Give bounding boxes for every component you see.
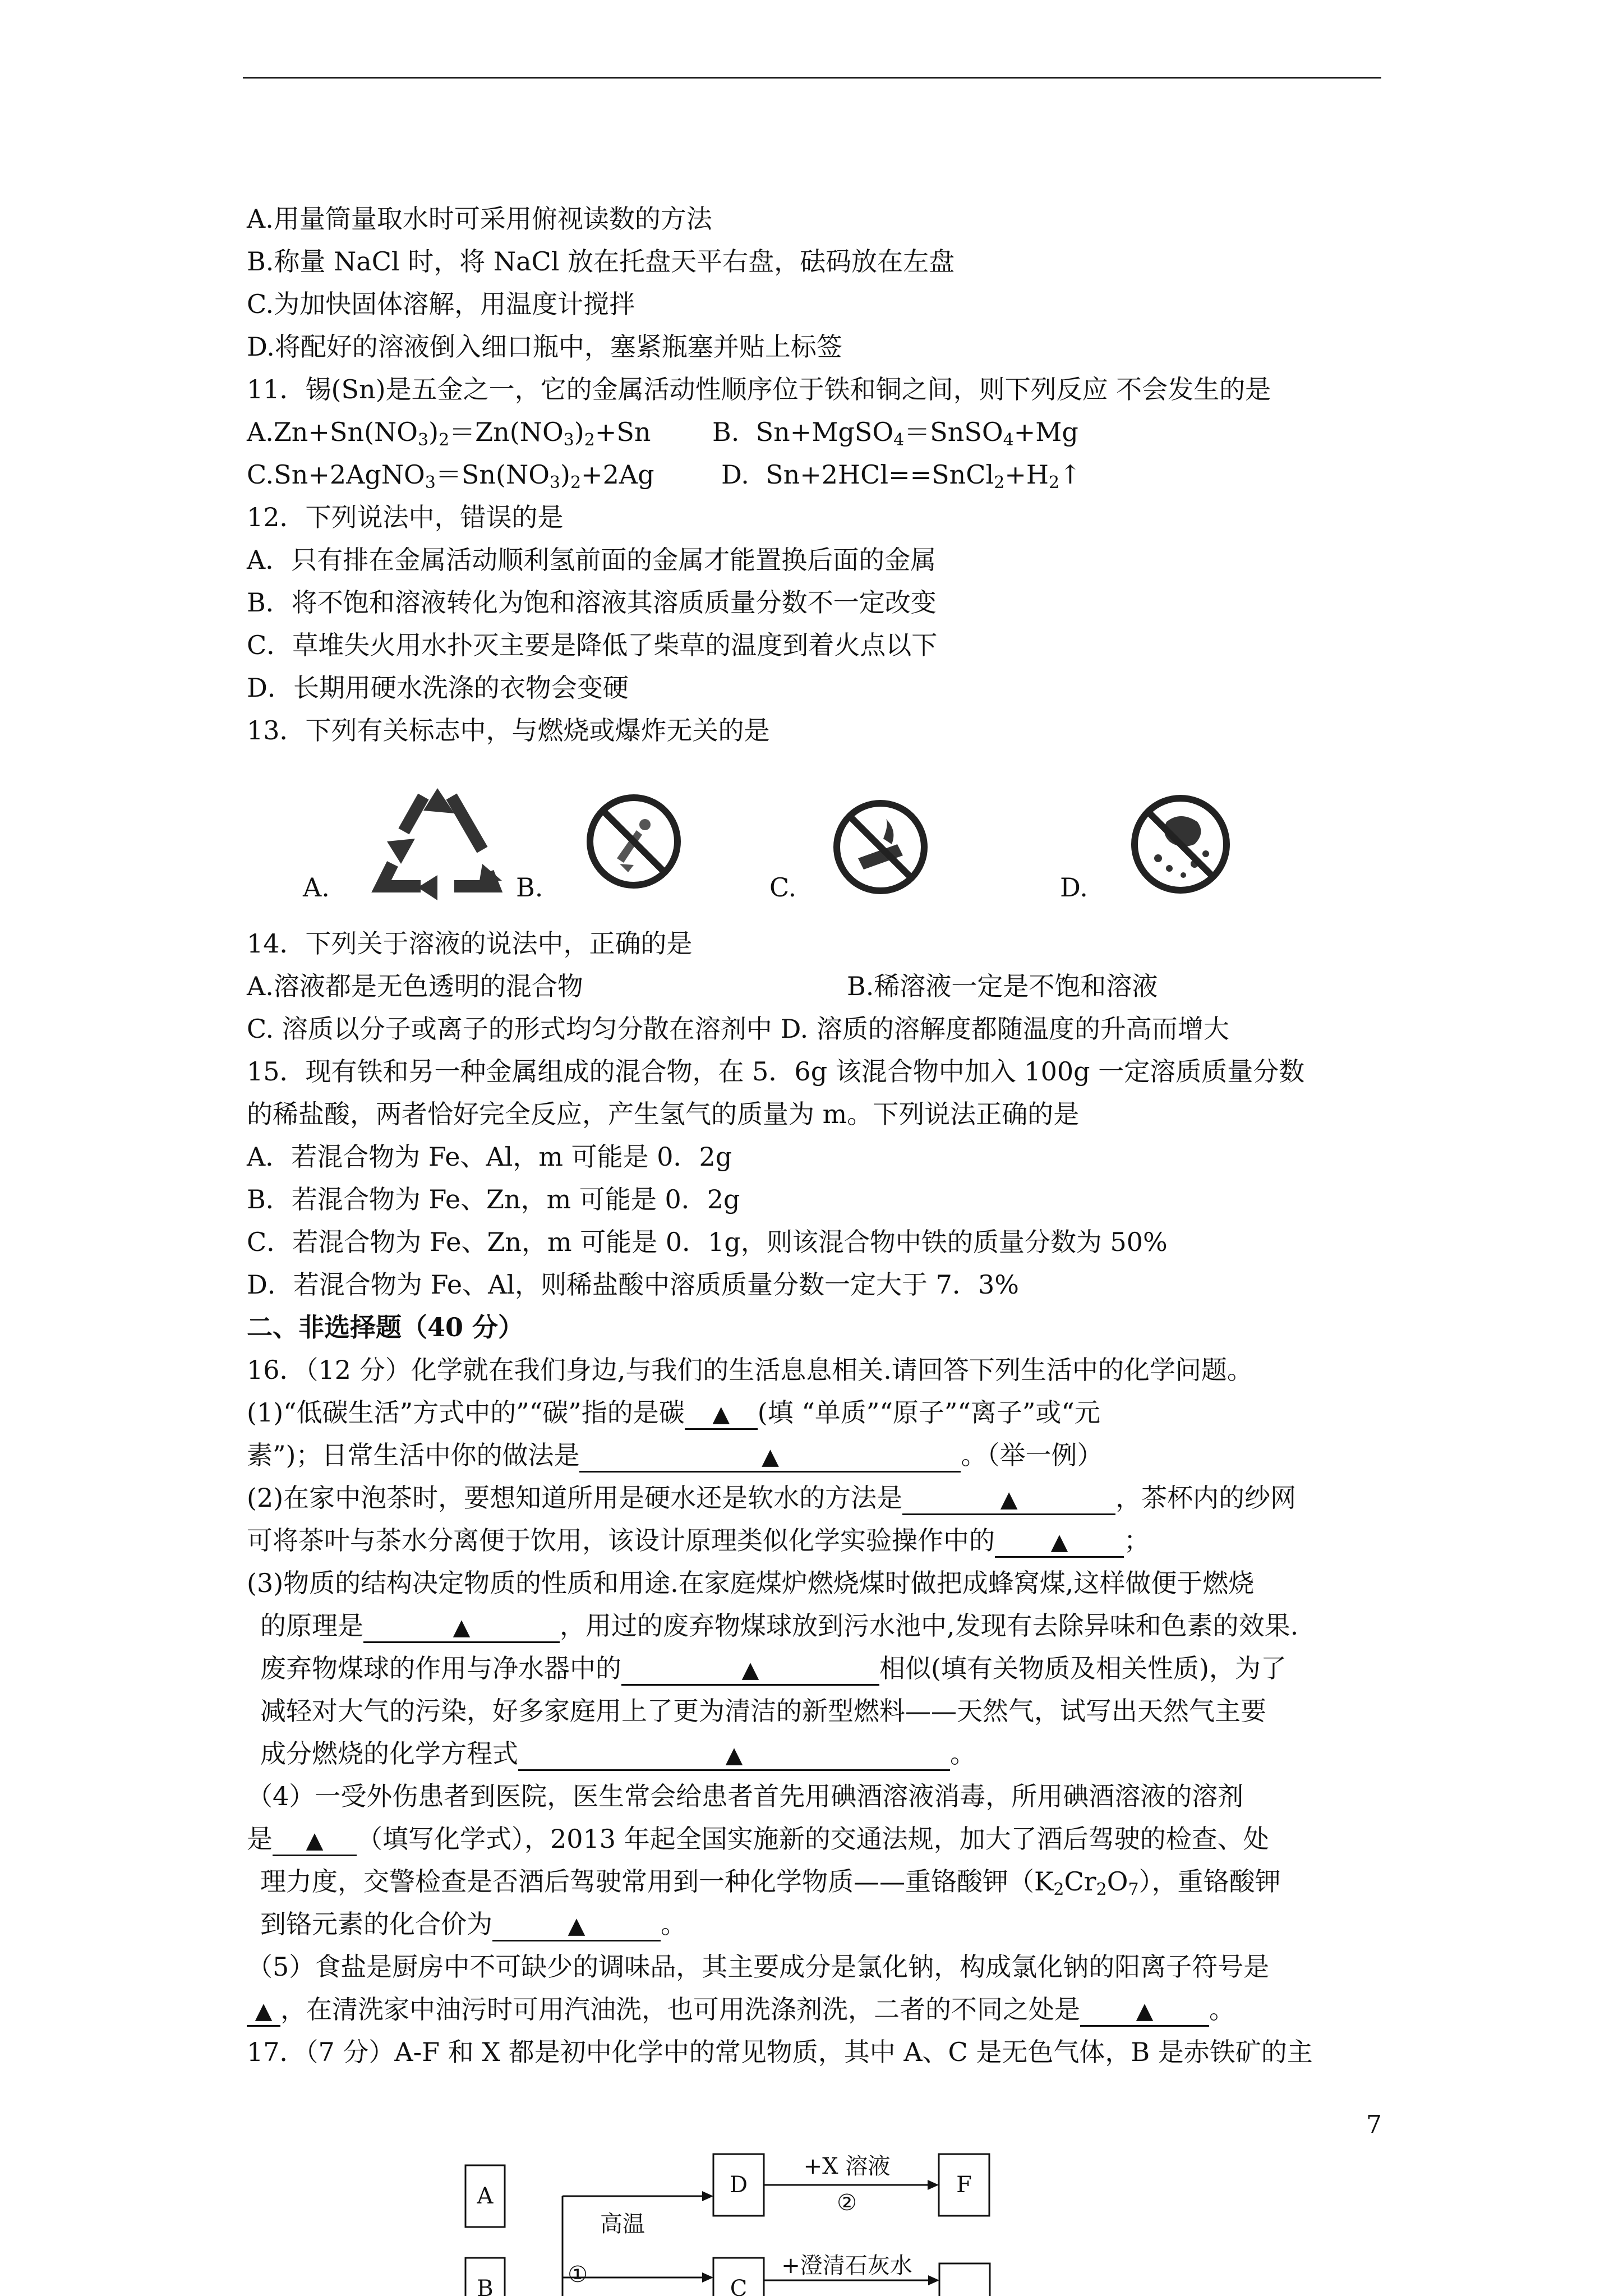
diagram-label-a: A — [477, 2183, 494, 2209]
diagram-step-2: ② — [837, 2190, 857, 2216]
no-fireworks-icon — [583, 791, 684, 892]
q16-part4-line3: 理力度，交警检查是否酒后驾驶常用到一种化学物质——重铬酸钾$(K_2Cr_2O_7)$，重铬酸钾 — [260, 1866, 1281, 1899]
answer-blank[interactable]: ▲ — [1080, 1995, 1209, 2027]
q15-option-a: A．若混合物为 Fe、Al，m 可能是 0．2g — [247, 1142, 732, 1172]
diagram-step-1: ① — [568, 2262, 588, 2288]
q10-option-c: C.为加快固体溶解，用温度计搅拌 — [247, 289, 635, 319]
q16-part5-line2: ▲ ，在清洗家中油污时可用汽油洗，也可用洗涤剂洗，二者的不同之处是 ▲ 。 — [247, 1993, 1235, 2027]
answer-blank[interactable]: ▲ — [902, 1484, 1115, 1515]
q16-part3-line1: (3)物质的结构决定物质的性质和用途.在家庭煤炉燃烧煤时做把成蜂窝煤,这样做便于燃烧 — [247, 1568, 1255, 1598]
q16-part4-line2: 是 ▲ （填写化学式），2013 年起全国实施新的交通法规，加大了酒后驾驶的检查、处 — [247, 1822, 1269, 1856]
diagram-label-f: F — [956, 2172, 972, 2198]
q10-option-a: A.用量筒量取水时可采用俯视读数的方法 — [247, 204, 712, 234]
q13-label-c: C. — [769, 872, 797, 903]
answer-blank[interactable]: ▲ — [518, 1740, 950, 1771]
q16-part5-line1: （5）食盐是厨房中不可缺少的调味品，其主要成分是氯化钠，构成氯化钠的阳离子符号是 — [247, 1952, 1270, 1982]
header-rule — [243, 77, 1381, 79]
q16-part4-line1: （4）一受外伤患者到医院，医生常会给患者首先用碘酒溶液消毒，所用碘酒溶液的溶剂 — [247, 1781, 1244, 1811]
q16-part1-line1: (1)“低碳生活”方式中的”“碳”指的是碳 ▲ (填 “单质”“原子”“离子”或“元 — [247, 1396, 1100, 1430]
no-explosives-icon — [1127, 791, 1234, 898]
q14-option-cd — [247, 1012, 1229, 1046]
no-open-flame-icon — [830, 797, 931, 898]
q12-option-b: B．将不饱和溶液转化为饱和溶液其溶质质量分数不一定改变 — [247, 587, 937, 618]
q11-option-a: $A.Zn+Sn(NO_3)_2=Zn(NO_3)_2+Sn$ — [247, 417, 651, 450]
diagram-label-c: C — [730, 2276, 748, 2296]
q11-option-d: D. $Sn+2HCl==SnCl_2+H_2↑$ — [721, 459, 1081, 493]
q10-option-b: B.称量 NaCl 时，将 NaCl 放在托盘天平右盘，砝码放在左盘 — [247, 246, 955, 277]
q13-label-b: B. — [516, 872, 543, 903]
diagram-label-b: B — [477, 2276, 494, 2296]
q16-part2-line2: 可将茶叶与茶水分离便于饮用，该设计原理类似化学实验操作中的 ▲ ； — [247, 1524, 1150, 1558]
answer-blank[interactable]: ▲ — [621, 1654, 879, 1686]
answer-blank[interactable]: ▲ — [363, 1612, 560, 1643]
q11-stem: 11．锡(Sn)是五金之一，它的金属活动性顺序位于铁和铜之间，则下列反应 不会发生的是 — [247, 374, 1271, 404]
q11-option-c: $C.Sn+2AgNO_3=Sn(NO_3)_2+2Ag$ — [247, 459, 654, 493]
q16-part3-line5: 成分燃烧的化学方程式 ▲ 。 — [260, 1737, 976, 1771]
q12-stem: 12．下列说法中，错误的是 — [247, 502, 564, 532]
answer-blank[interactable]: ▲ — [492, 1910, 661, 1941]
q15-stem-2: 的稀盐酸，两者恰好完全反应，产生氢气的质量为 m。下列说法正确的是 — [247, 1099, 1080, 1129]
q14-stem: 14．下列关于溶液的说法中，正确的是 — [247, 928, 693, 959]
q16-part3-line3: 废弃物煤球的作用与净水器中的 ▲ 相似(填有关物质及相关性质)，为了 — [260, 1651, 1287, 1686]
answer-blank[interactable]: ▲ — [247, 1995, 280, 2027]
q15-option-c: C．若混合物为 Fe、Zn，m 可能是 0．1g，则该混合物中铁的质量分数为 50% — [247, 1227, 1168, 1257]
q10-option-d: D.将配好的溶液倒入细口瓶中，塞紧瓶塞并贴上标签 — [247, 332, 842, 362]
q14-option-a: A.溶液都是无色透明的混合物 — [247, 971, 583, 1001]
q15-stem-1: 15．现有铁和另一种金属组成的混合物，在 5．6g 该混合物中加入 100g 一定溶质质量分数 — [247, 1056, 1305, 1087]
diagram-condition-x: +X 溶液 — [803, 2154, 891, 2179]
q13-stem: 13．下列有关标志中，与燃烧或爆炸无关的是 — [247, 715, 770, 746]
q12-option-d: D．长期用硬水洗涤的衣物会变硬 — [247, 673, 629, 703]
diagram-label-d: D — [729, 2172, 748, 2198]
q16-part2-line1: (2)在家中泡茶时，要想知道所用是硬水还是软水的方法是 ▲ ，茶杯内的纱网 — [247, 1481, 1296, 1515]
recycle-icon — [370, 780, 505, 909]
flow-diagram — [460, 2143, 1021, 2296]
q12-option-a: A．只有排在金属活动顺利氢前面的金属才能置换后面的金属 — [247, 545, 937, 575]
section-heading: 二、非选择题（40 分） — [247, 1312, 524, 1342]
q15-option-d: D．若混合物为 Fe、Al，则稀盐酸中溶质质量分数一定大于 7．3% — [247, 1269, 1019, 1300]
q17-stem: 17．（7 分）A-F 和 X 都是初中化学中的常见物质，其中 A、C 是无色气体，B 是赤铁矿的主 — [247, 2037, 1313, 2067]
q16-part3-line4: 减轻对大气的污染，好多家庭用上了更为清洁的新型燃料——天然气，试写出天然气主要 — [260, 1696, 1266, 1726]
q11-option-b: B. Sn+MgSO$_4$＝SnSO$_4$+Mg — [712, 417, 1078, 450]
q13-label-d: D. — [1060, 872, 1088, 903]
q16-part1-line2: 素”)；日常生活中你的做法是 ▲ 。（举一例） — [247, 1438, 1103, 1473]
q14-option-d: D. 溶质的溶解度都随温度的升高而增大 — [780, 1014, 1229, 1044]
q16-part4-line4: 到铬元素的化合价为 ▲ 。 — [260, 1907, 686, 1941]
q16-part3-line2: 的原理是 ▲ ，用过的废弃物煤球放到污水池中,发现有去除异味和色素的效果. — [260, 1609, 1298, 1643]
answer-blank[interactable]: ▲ — [995, 1526, 1124, 1558]
diagram-condition-limewater: +澄清石灰水 — [781, 2253, 912, 2279]
box-e — [939, 2263, 990, 2296]
answer-blank[interactable]: ▲ — [273, 1825, 357, 1856]
q12-option-c: C．草堆失火用水扑灭主要是降低了柴草的温度到着火点以下 — [247, 630, 938, 660]
q15-option-b: B．若混合物为 Fe、Zn，m 可能是 0．2g — [247, 1184, 740, 1214]
page-number: 7 — [1366, 2110, 1382, 2139]
answer-blank[interactable]: ▲ — [685, 1398, 758, 1430]
diagram-condition-heat: 高温 — [600, 2211, 645, 2237]
answer-blank[interactable]: ▲ — [579, 1441, 961, 1473]
q16-stem: 16．（12 分）化学就在我们身边,与我们的生活息息相关.请回答下列生活中的化学问题。 — [247, 1355, 1253, 1385]
q14-option-c: C. 溶质以分子或离子的形式均匀分散在溶剂中 — [247, 1014, 772, 1044]
q13-label-a: A. — [303, 872, 330, 903]
q14-option-b: B.稀溶液一定是不饱和溶液 — [847, 971, 1158, 1001]
